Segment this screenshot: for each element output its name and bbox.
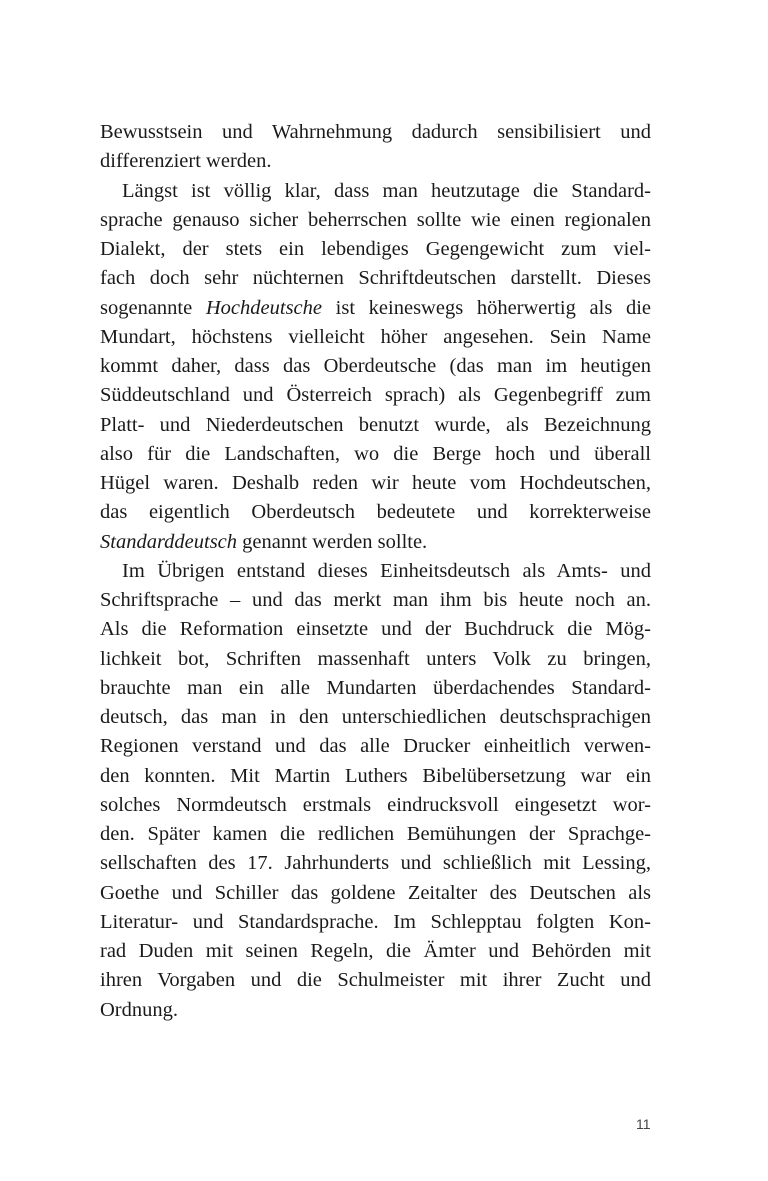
text-segment: brauchte man ein alle Mundarten überdachendes Standard- <box>100 676 651 699</box>
text-line <box>100 498 651 527</box>
text-line <box>100 235 651 264</box>
text-segment: Goethe und Schiller das goldene Zeitalter des Deutschen als <box>100 881 651 904</box>
text-line <box>100 177 651 206</box>
text-segment: Regionen verstand und das alle Drucker einheitlich verwen- <box>100 735 651 758</box>
text-segment: das eigentlich Oberdeutsch bedeutete und korrekterweise <box>100 501 651 524</box>
text-line <box>100 791 651 820</box>
text-segment: Platt- und Niederdeutschen benutzt wurde, als Bezeichnung <box>100 413 651 436</box>
text-line <box>100 966 651 995</box>
text-line <box>100 762 651 791</box>
text-segment: Hügel waren. Deshalb reden wir heute vom Hochdeutschen, <box>100 472 651 494</box>
text-segment: Mundart, höchstens vielleicht höher angesehen. Sein Name <box>100 325 651 348</box>
text-line <box>100 557 651 586</box>
text-segment: sogenannte <box>100 296 206 319</box>
text-line <box>100 411 651 440</box>
page-number: 11 <box>636 1116 651 1132</box>
text-segment: den konnten. Mit Martin Luthers Bibelübersetzung war ein <box>100 764 651 787</box>
italic-text: Hochdeutsche <box>205 296 322 319</box>
text-segment: genannt werden sollte. <box>237 530 428 553</box>
text-line <box>100 264 651 293</box>
text-segment: Längst ist völlig klar, dass man heutzutage die Standard- <box>122 179 651 202</box>
text-segment: Ordnung. <box>100 998 179 1021</box>
text-line <box>100 352 651 381</box>
text-line <box>100 118 651 147</box>
text-line <box>100 996 651 1025</box>
text-line <box>100 820 651 849</box>
paragraph <box>100 557 651 1025</box>
text-segment: Im Übrigen entstand dieses Einheitsdeutsch als Amts- und <box>122 559 651 582</box>
text-line <box>100 732 651 761</box>
text-segment: Als die Reformation einsetzte und der Buchdruck die Mög- <box>100 618 651 641</box>
text-line <box>100 147 651 176</box>
text-segment: Dialekt, der stets ein lebendiges Gegengewicht zum viel- <box>100 238 651 260</box>
text-line <box>100 703 651 732</box>
paragraph <box>100 118 651 177</box>
text-line <box>100 645 651 674</box>
text-segment: ihren Vorgaben und die Schulmeister mit ihrer Zucht und <box>100 969 651 992</box>
text-segment: sprache genauso sicher beherrschen sollte wie einen regionalen <box>100 208 651 231</box>
text-segment: den. Später kamen die redlichen Bemühungen der Sprachge- <box>100 823 651 845</box>
text-segment: fach doch sehr nüchternen Schriftdeutschen darstellt. Dieses <box>100 267 651 290</box>
text-line <box>100 206 651 235</box>
text-line <box>100 294 651 323</box>
text-line <box>100 469 651 498</box>
text-segment: solches Normdeutsch erstmals eindrucksvoll eingesetzt wor- <box>100 793 651 816</box>
text-line <box>100 937 651 966</box>
text-segment: sellschaften des 17. Jahrhunderts und schließlich mit Lessing, <box>100 852 651 875</box>
text-line <box>100 908 651 937</box>
text-segment: Literatur- und Standardsprache. Im Schlepptau folgten Kon- <box>100 910 651 933</box>
text-line <box>100 440 651 469</box>
text-line <box>100 586 651 615</box>
text-line <box>100 323 651 352</box>
text-segment: lichkeit bot, Schriften massenhaft unters Volk zu bringen, <box>100 647 651 670</box>
text-line <box>100 528 651 557</box>
text-segment: deutsch, das man in den unterschiedlichen deutschsprachigen <box>100 706 651 728</box>
text-line <box>100 849 651 878</box>
text-segment: also für die Landschaften, wo die Berge hoch und überall <box>100 442 651 465</box>
body-text <box>100 118 651 1025</box>
italic-text: Standarddeutsch <box>100 530 238 553</box>
text-line <box>100 879 651 908</box>
text-segment: Bewusstsein und Wahrnehmung dadurch sensibilisiert und <box>100 121 651 143</box>
text-segment: ist keineswegs höherwertig als die <box>322 296 651 319</box>
text-segment: differenziert werden. <box>100 150 272 173</box>
paragraph <box>100 177 651 557</box>
text-line <box>100 674 651 703</box>
text-segment: kommt daher, dass das Oberdeutsche (das man im heutigen <box>100 355 651 377</box>
text-line <box>100 615 651 644</box>
text-segment: Süddeutschland und Österreich sprach) als Gegenbegriff zum <box>100 384 651 407</box>
text-line <box>100 381 651 410</box>
text-segment: rad Duden mit seinen Regeln, die Ämter und Behörden mit <box>100 940 651 962</box>
text-segment: Schriftsprache – und das merkt man ihm bis heute noch an. <box>100 589 651 611</box>
